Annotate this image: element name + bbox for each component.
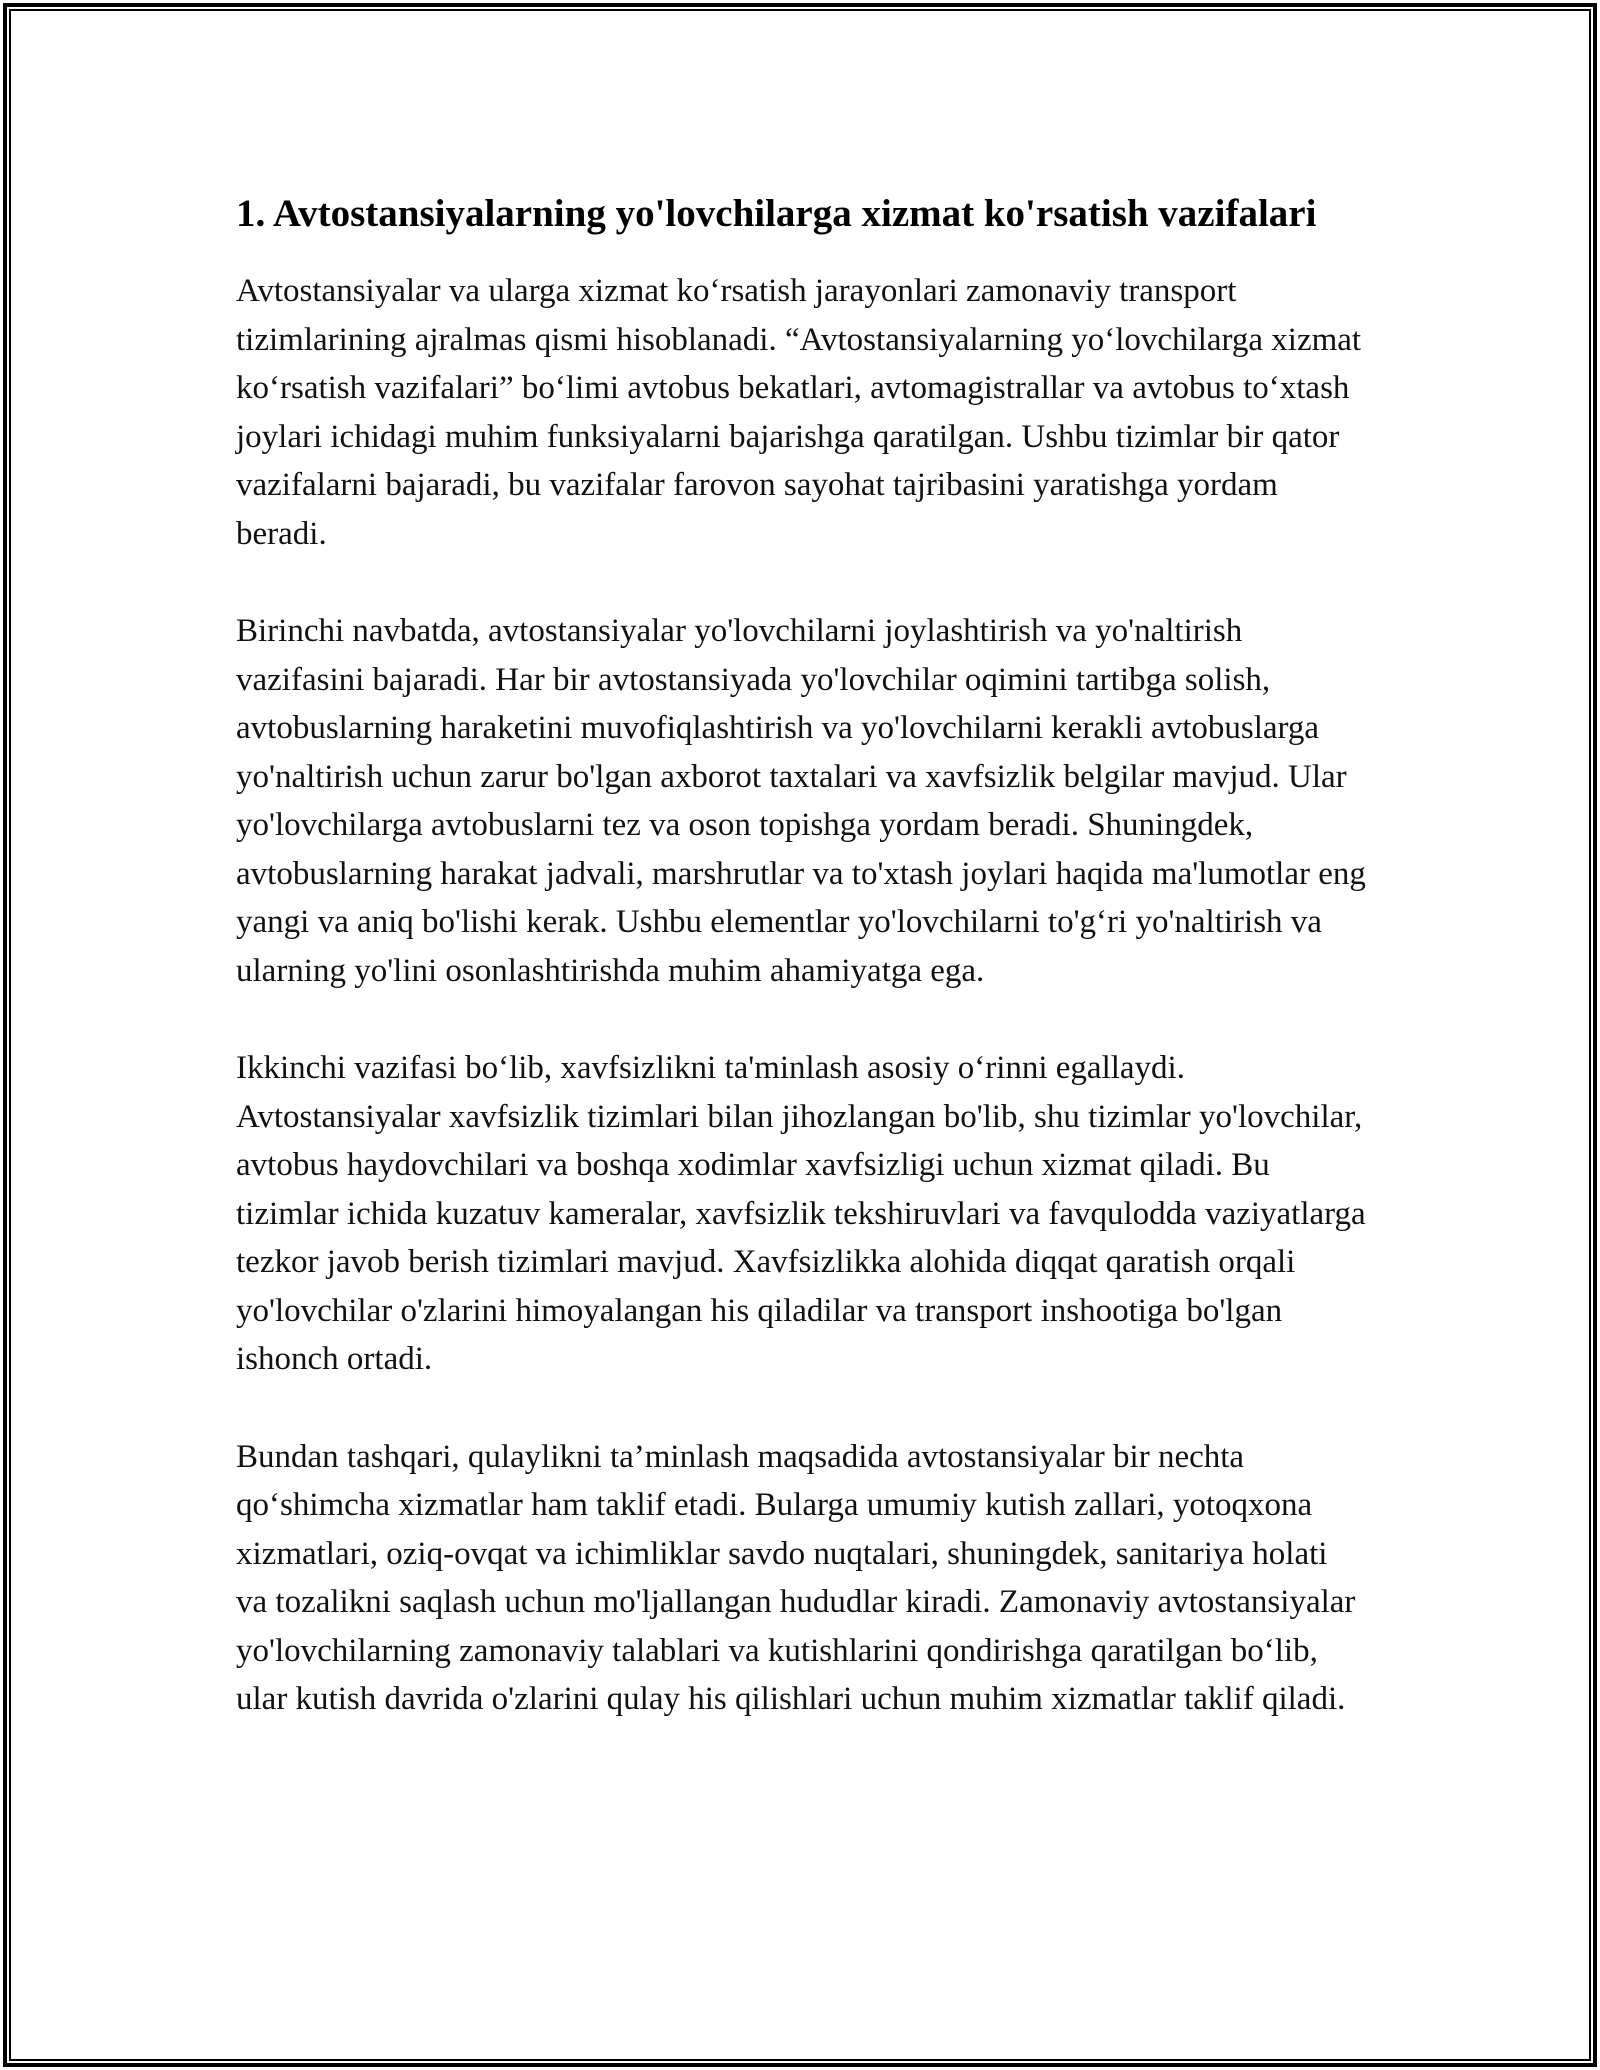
paragraph-intro: Avtostansiyalar va ularga xizmat ko‘rsatish jarayonlari zamonaviy transport tizimlarining ajralmas qismi hisoblanadi. “Avtostansiyalarning yo‘lovchilarga xizmat ko‘rsatish vazifalari” bo‘limi avtobus bekatlari, avtomagistrallar va avtobus to‘xtash joylari ichidagi muhim funksiyalarni bajarishga qaratilgan. Ushbu tizimlar bir qator vazifalarni bajaradi, bu vazifalar farovon sayohat tajribasini yaratishga yordam beradi.: [236, 273, 1362, 552]
document-body: [236, 186, 1366, 1724]
document-title: 1. Avtostansiyalarning yo'lovchilarga xizmat ko'rsatish vazifalari: [236, 192, 1317, 235]
paragraph-additional-services: Bundan tashqari, qulaylikni ta’minlash maqsadida avtostansiyalar bir nechta qo‘shimcha xizmatlar ham taklif etadi. Bularga umumiy kutish zallari, yotoqxona xizmatlari, oziq-ovqat va ichimliklar savdo nuqtalari, shuningdek, sanitariya holati va tozalikni saqlash uchun mo'ljallangan hududlar kiradi. Zamonaviy avtostansiyalar yo'lovchilarning zamonaviy talablari va kutishlarini qondirishga qaratilgan bo‘lib, ular kutish davrida o'zlarini qulay his qilishlari uchun muhim xizmatlar taklif qiladi.: [236, 1438, 1356, 1717]
paragraph-first-task: Birinchi navbatda, avtostansiyalar yo'lovchilarni joylashtirish va yo'naltirish vazifasini bajaradi. Har bir avtostansiyada yo'lovchilar oqimini tartibga solish, avtobuslarning haraketini muvofiqlashtirish va yo'lovchilarni kerakli avtobuslarga yo'naltirish uchun zarur bo'lgan axborot taxtalari va xavfsizlik belgilar mavjud. Ular yo'lovchilarga avtobuslarni tez va oson topishga yordam beradi. Shuningdek, avtobuslarning harakat jadvali, marshrutlar va to'xtash joylari haqida ma'lumotlar eng yangi va aniq bo'lishi kerak. Ushbu elementlar yo'lovchilarni to'g‘ri yo'naltirish va ularning yo'lini osonlashtirishda muhim ahamiyatga ega.: [236, 613, 1366, 989]
paragraph-second-task: Ikkinchi vazifasi bo‘lib, xavfsizlikni ta'minlash asosiy o‘rinni egallaydi. Avtostansiyalar xavfsizlik tizimlari bilan jihozlangan bo'lib, shu tizimlar yo'lovchilar, avtobus haydovchilari va boshqa xodimlar xavfsizligi uchun xizmat qiladi. Bu tizimlar ichida kuzatuv kameralar, xavfsizlik tekshiruvlari va favqulodda vaziyatlarga tezkor javob berish tizimlari mavjud. Xavfsizlikka alohida diqqat qaratish orqali yo'lovchilar o'zlarini himoyalangan his qiladilar va transport inshootiga bo'lgan ishonch ortadi.: [236, 1050, 1366, 1377]
